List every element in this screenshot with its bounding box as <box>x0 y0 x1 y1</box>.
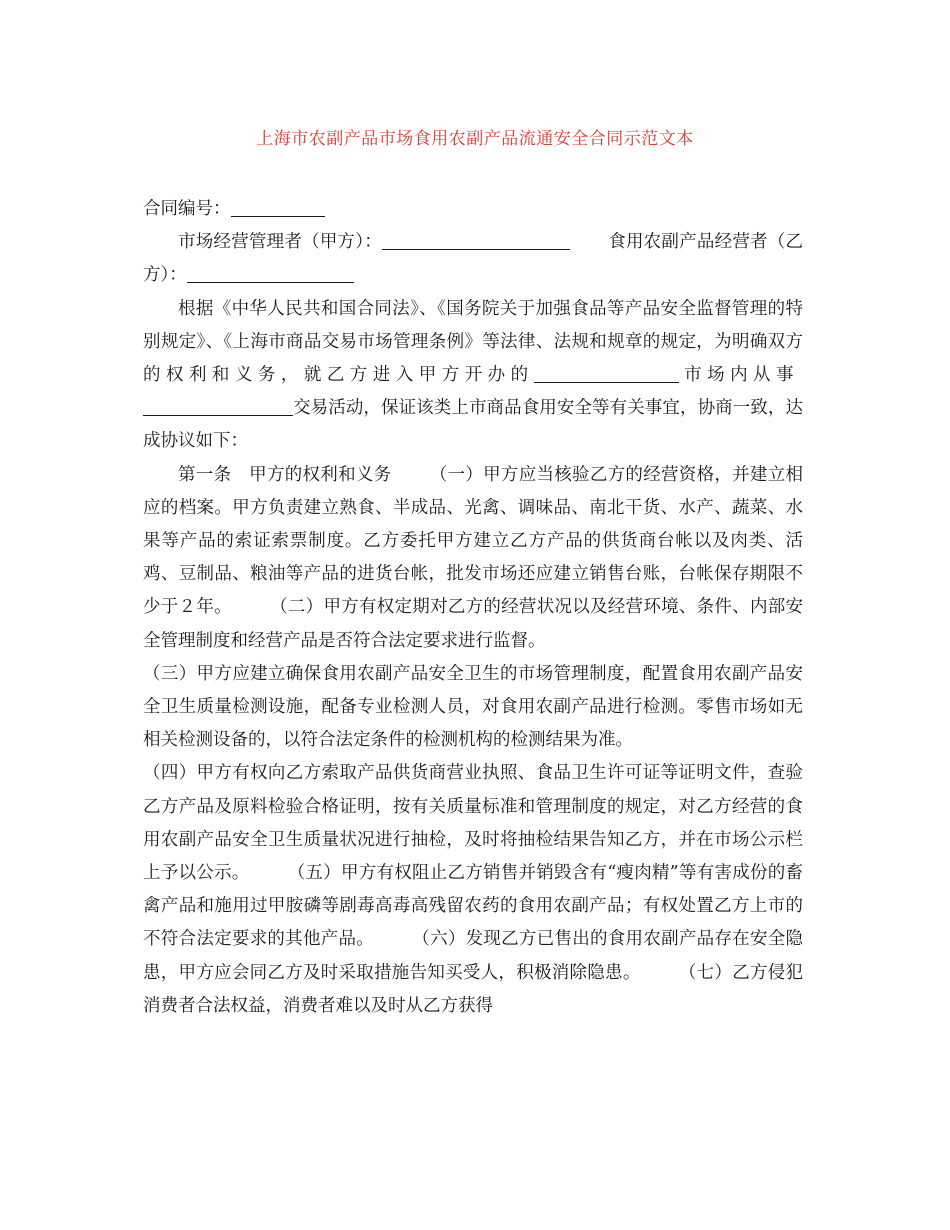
document-body <box>143 193 803 1023</box>
party-b-label-cont: （乙方）： <box>143 232 804 286</box>
party-a-blank[interactable] <box>382 229 570 250</box>
contract-number-blank[interactable] <box>231 196 325 217</box>
clause-6: （六）发现乙方已售出的食用农副产品存在安全隐患，甲方应会同乙方及时采取措施告知买受人，积极消除隐患。 <box>143 929 804 983</box>
clause-1: （一）甲方应当核验乙方的经营资格，并建立相应的档案。甲方负责建立熟食、半成品、光禽、调味品、南北干货、水产、蔬菜、水果等产品的索证索票制度。乙方委托甲方建立乙方产品的供货商台帐以及肉类、活鸡、豆制品、粮油等产品的进货台帐，批发市场还应建立销售台账，台帐保存期限不少于２年。 <box>143 464 804 618</box>
basis-text-1: 根据《中华人民共和国合同法》、《国务院关于加强食品等产品安全监督管理的特别规定》、《上海市商品交易市场管理条例》等法律、法规和规章的规定，为明确双方的权利和义务，就乙方进入甲方开办的 <box>143 298 803 386</box>
article-1-paragraph <box>143 459 803 658</box>
market-name-blank[interactable] <box>534 362 679 383</box>
clause-2: （二）甲方有权定期对乙方的经营状况以及经营环境、条件、内部安全管理制度和经营产品是否符合法定要求进行监督。 <box>143 597 803 651</box>
clause-3: （三）甲方应建立确保食用农副产品安全卫生的市场管理制度，配置食用农副产品安全卫生质量检测设施，配备专业检测人员，对食用农副产品进行检测。零售市场如无相关检测设备的，以符合法定条件的检测机构的检测结果为准。 <box>143 663 803 751</box>
basis-paragraph <box>143 293 803 459</box>
trade-type-blank[interactable] <box>143 395 293 416</box>
document-title: 上海市农副产品市场食用农副产品流通安全合同示范文本 <box>256 129 694 149</box>
contract-number-label: 合同编号： <box>143 199 231 219</box>
clause-5: （五）甲方有权阻止乙方销售并销毁含有“瘦肉精”等有害成份的畜禽产品和施用过甲胺磷等剧毒高毒高残留农药的食用农副产品；有权处置乙方上市的不符合法定要求的其他产品。 <box>143 863 803 950</box>
clause-4: （四）甲方有权向乙方索取产品供货商营业执照、食品卫生许可证等证明文件，查验乙方产品及原料检验合格证明，按有关质量标准和管理制度的规定，对乙方经营的食用农副产品安全卫生质量状况进行抽检，及时将抽检结果告知乙方，并在市场公示栏上予以公示。 <box>143 763 803 884</box>
party-b-blank[interactable] <box>187 262 354 283</box>
parties-paragraph <box>143 226 803 292</box>
party-a-label: 市场经营管理者（甲方）： <box>178 232 382 253</box>
basis-text-2: 市场内从事 <box>678 365 800 386</box>
contract-number-line <box>143 193 803 226</box>
clause-7: （七）乙方侵犯消费者合法权益，消费者难以及时从乙方获得 <box>143 962 804 1016</box>
article-1-heading: 第一条 甲方的权利和义务 <box>178 464 392 485</box>
basis-text-3: 交易活动，保证该类上市商品食用安全等有关事宜，协商一致，达成协议如下： <box>143 398 803 452</box>
clause-4-paragraph <box>143 757 803 1023</box>
party-b-label: 食用农副产品经营者 <box>608 232 768 253</box>
clause-3-paragraph <box>143 658 803 758</box>
